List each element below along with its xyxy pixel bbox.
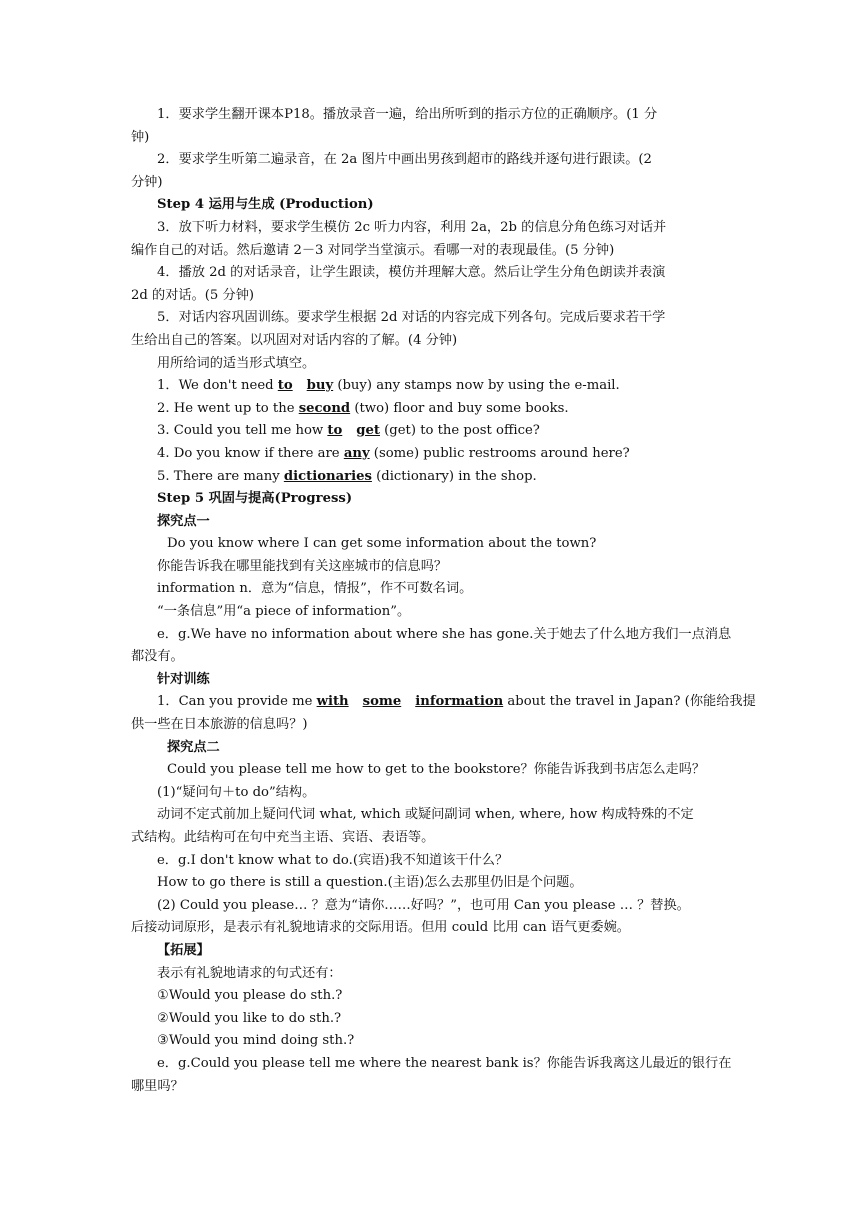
drill-exercise-1-cont: 供一些在日本旅游的信息吗？) xyxy=(131,717,308,733)
exercise-2-suffix: (two) floor and buy some books. xyxy=(350,400,569,416)
example-sentence-4-cont: 哪里吗？ xyxy=(131,1078,184,1094)
polite-request-title: 表示有礼貌地请求的句式还有： xyxy=(157,965,342,981)
example-question-1: Do you know where I can get some information about the town? xyxy=(167,536,597,552)
drill-1-suffix: about the travel in Japan? (你能给我提 xyxy=(503,694,756,710)
drill-heading: 针对训练 xyxy=(157,671,210,687)
paragraph-4-cont: 2d 的对话。(5 分钟) xyxy=(131,287,255,303)
paragraph-2-cont: 分钟) xyxy=(131,174,163,190)
structure-note-2: (2) Could you please… ？意为“请你……好吗？”，也可用 Can you please … ？替换。 xyxy=(157,897,690,913)
drill-exercise-1 xyxy=(131,691,756,714)
example-sentence-2: e．g.I don't know what to do.(宾语)我不知道该干什么？ xyxy=(157,852,509,868)
drill-1-answer-part2: some xyxy=(362,694,402,710)
exercise-3-answer xyxy=(327,423,380,438)
structure-explanation: 动词不定式前加上疑问代词 what, which 或疑问副词 when, where, how 构成特殊的不定 xyxy=(157,807,694,823)
exercise-5-suffix: (dictionary) in the shop. xyxy=(371,468,537,484)
exercise-1-answer-part1: to xyxy=(277,378,293,394)
exercise-1 xyxy=(131,375,731,398)
paragraph-4: 4．播放 2d 的对话录音，让学生跟读，模仿并理解大意。然后让学生分角色朗读并表演 xyxy=(157,265,666,281)
fill-in-title: 用所给词的适当形式填空。 xyxy=(157,355,316,371)
drill-1-answer-part3: information xyxy=(415,694,504,710)
paragraph-3: 3．放下听力材料，要求学生模仿 2c 听力内容，利用 2a，2b 的信息分角色练习对话并 xyxy=(157,219,667,235)
exercise-4-answer: any xyxy=(343,445,370,461)
exercise-2-answer: second xyxy=(298,400,351,416)
exercise-3 xyxy=(131,420,731,443)
structure-note-2-cont: 后接动词原形，是表示有礼貌地请求的交际用语。但用 could 比用 can 语气更委婉。 xyxy=(131,920,630,936)
paragraph-3-cont: 编作自己的对话。然后邀请 2－3 对同学当堂演示。看哪一对的表现最佳。(5 分钟) xyxy=(131,242,615,258)
example-sentence-1-cont: 都没有。 xyxy=(131,649,184,665)
expansion-heading: 【拓展】 xyxy=(157,942,210,958)
drill-1-prefix: 1．Can you provide me xyxy=(157,694,317,710)
information-definition: information n．意为“信息，情报”，作不可数名词。 xyxy=(157,581,473,597)
exercise-5-prefix: 5. There are many xyxy=(157,468,284,484)
example-sentence-1: e．g.We have no information about where she has gone.关于她去了什么地方我们一点消息 xyxy=(157,626,732,642)
inquiry-point-2-heading: 探究点二 xyxy=(167,739,220,755)
structure-note-1: (1)“疑问句＋to do”结构。 xyxy=(157,784,316,800)
exercise-1-answer-part2: buy xyxy=(306,378,334,394)
exercise-5-answer: dictionaries xyxy=(283,468,372,484)
exercise-3-prefix: 3. Could you tell me how xyxy=(157,423,328,439)
paragraph-5: 5．对话内容巩固训练。要求学生根据 2d 对话的内容完成下列各句。完成后要求若干学 xyxy=(157,310,666,326)
exercise-2-prefix: 2. He went up to the xyxy=(157,400,299,416)
drill-1-answer xyxy=(317,694,504,709)
exercise-1-answer xyxy=(278,378,333,393)
drill-1-answer-part1: with xyxy=(316,694,349,710)
information-piece-note: “一条信息”用“a piece of information”。 xyxy=(157,604,411,620)
polite-request-option-1: ①Would you please do sth.? xyxy=(157,988,343,1004)
example-question-2: Could you please tell me how to get to the bookstore？你能告诉我到书店怎么走吗？ xyxy=(167,762,706,778)
paragraph-1: 1．要求学生翻开课本P18。播放录音一遍，给出所听到的指示方位的正确顺序。(1 分 xyxy=(157,107,658,122)
exercise-1-suffix: (buy) any stamps now by using the e-mail. xyxy=(333,378,620,394)
inquiry-point-1-heading: 探究点一 xyxy=(157,513,210,529)
structure-explanation-cont: 式结构。此结构可在句中充当主语、宾语、表语等。 xyxy=(131,830,435,845)
polite-request-option-3: ③Would you mind doing sth.? xyxy=(157,1033,355,1049)
polite-request-option-2: ②Would you like to do sth.? xyxy=(157,1010,342,1026)
step-5-heading: Step 5 巩固与提高(Progress) xyxy=(157,491,353,507)
example-sentence-3: How to go there is still a question.(主语)怎么去那里仍旧是个问题。 xyxy=(157,875,583,891)
exercise-3-suffix: (get) to the post office? xyxy=(379,423,540,439)
exercise-4 xyxy=(131,443,731,466)
paragraph-1-cont: 钟) xyxy=(131,129,150,145)
paragraph-2: 2．要求学生听第二遍录音，在 2a 图片中画出男孩到超市的路线并逐句进行跟读。(2 xyxy=(157,152,652,168)
exercise-2 xyxy=(131,398,731,421)
exercise-4-prefix: 4. Do you know if there are xyxy=(157,445,344,461)
exercise-4-suffix: (some) public restrooms around here? xyxy=(369,445,630,461)
example-sentence-4: e．g.Could you please tell me where the nearest bank is？你能告诉我离这儿最近的银行在 xyxy=(157,1055,732,1071)
example-question-1-translation: 你能告诉我在哪里能找到有关这座城市的信息吗？ xyxy=(157,558,448,574)
step-4-heading: Step 4 运用与生成 (Production) xyxy=(157,197,374,213)
paragraph-5-cont: 生给出自己的答案。以巩固对对话内容的了解。(4 分钟) xyxy=(131,332,458,348)
exercise-3-answer-part2: get xyxy=(356,423,380,439)
exercise-5 xyxy=(131,466,731,489)
exercise-1-prefix: 1．We don't need xyxy=(157,378,278,394)
exercise-3-answer-part1: to xyxy=(327,423,343,439)
document-body xyxy=(131,104,756,1098)
